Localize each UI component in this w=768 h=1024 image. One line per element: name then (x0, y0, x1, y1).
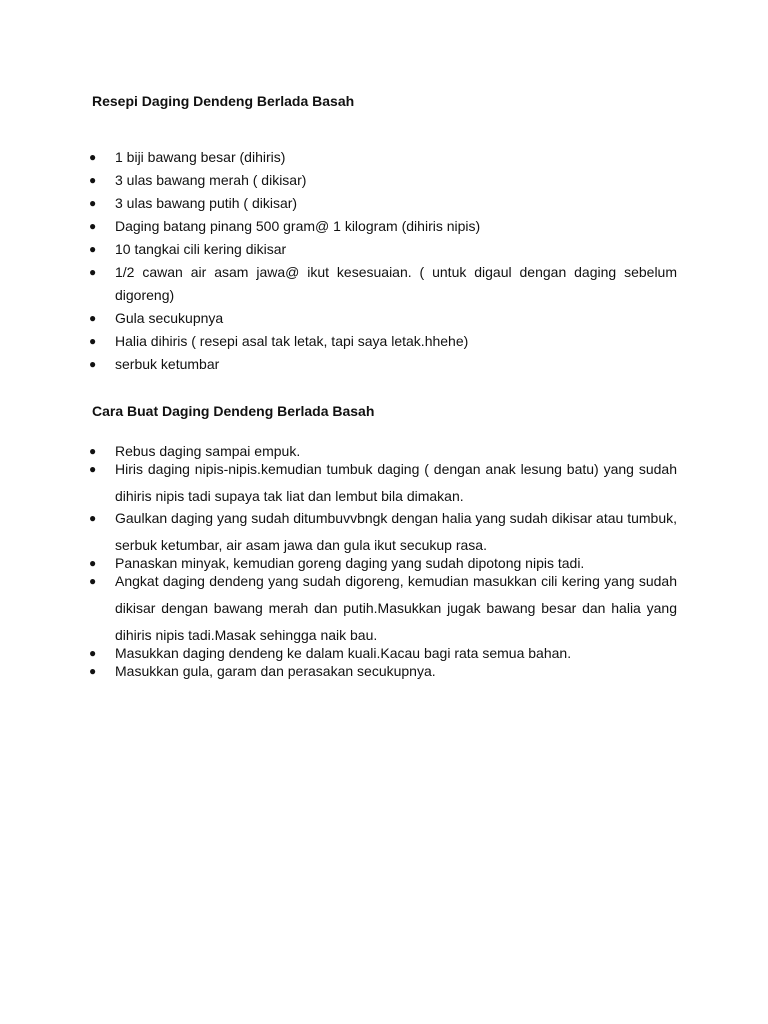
ingredient-item: ● 3 ulas bawang merah ( dikisar) (0, 169, 677, 192)
bullet-icon: ● (89, 646, 97, 660)
bullet-icon: ● (89, 173, 97, 187)
bullet-icon: ● (89, 462, 97, 476)
bullet-icon: ● (89, 265, 97, 279)
bullet-icon: ● (89, 556, 97, 570)
step-item: ● Masukkan daging dendeng ke dalam kuali.Kacau bagi rata semua bahan. (89, 645, 572, 661)
step-item: ● Masukkan gula, garam dan perasakan secukupnya. (89, 663, 436, 679)
steps-list (0, 442, 677, 680)
step-item: ● Panaskan minyak, kemudian goreng daging yang sudah dipotong nipis tadi. (89, 555, 585, 571)
ingredient-item: ● 1/2 cawan air asam jawa@ ikut kesesuaian. ( untuk digaul dengan daging sebelum digoreng) (0, 261, 677, 307)
method-title: Cara Buat Daging Dendeng Berlada Basah (92, 403, 375, 419)
ingredient-item: ● 1 biji bawang besar (dihiris) (0, 146, 677, 169)
ingredient-item: ● Gula secukupnya (0, 307, 677, 330)
step-item: ● Gaulkan daging yang sudah ditumbuvvbngk dengan halia yang sudah dikisar atau tumbuk, serbuk ketumbar, air asam jawa dan gula ikut secukup rasa. (0, 505, 677, 559)
bullet-icon: ● (89, 196, 97, 210)
ingredient-item: ● serbuk ketumbar (0, 353, 677, 376)
bullet-icon: ● (89, 150, 97, 164)
bullet-icon: ● (89, 664, 97, 678)
step-item: ● Angkat daging dendeng yang sudah digoreng, kemudian masukkan cili kering yang sudah dikisar dengan bawang merah dan putih.Masukkan jugak bawang besar dan halia yang dihiris nipis tadi.Masak sehingga naik bau. (0, 568, 677, 649)
ingredient-item: ● 10 tangkai cili kering dikisar (0, 238, 677, 261)
ingredient-item: ● 3 ulas bawang putih ( dikisar) (0, 192, 677, 215)
bullet-icon: ● (89, 357, 97, 371)
bullet-icon: ● (89, 242, 97, 256)
bullet-icon: ● (89, 511, 97, 525)
bullet-icon: ● (89, 444, 97, 458)
ingredient-item: ● Daging batang pinang 500 gram@ 1 kilogram (dihiris nipis) (0, 215, 677, 238)
bullet-icon: ● (89, 574, 97, 588)
ingredient-item: ● Halia dihiris ( resepi asal tak letak, tapi saya letak.hhehe) (0, 330, 677, 353)
recipe-title: Resepi Daging Dendeng Berlada Basah (92, 93, 355, 109)
step-item: ● Rebus daging sampai empuk. (89, 443, 301, 459)
bullet-icon: ● (89, 219, 97, 233)
ingredients-list (0, 146, 677, 376)
bullet-icon: ● (89, 311, 97, 325)
step-item: ● Hiris daging nipis-nipis.kemudian tumbuk daging ( dengan anak lesung batu) yang sudah dihiris nipis tadi supaya tak liat dan lembut bila dimakan. (0, 456, 677, 510)
bullet-icon: ● (89, 334, 97, 348)
